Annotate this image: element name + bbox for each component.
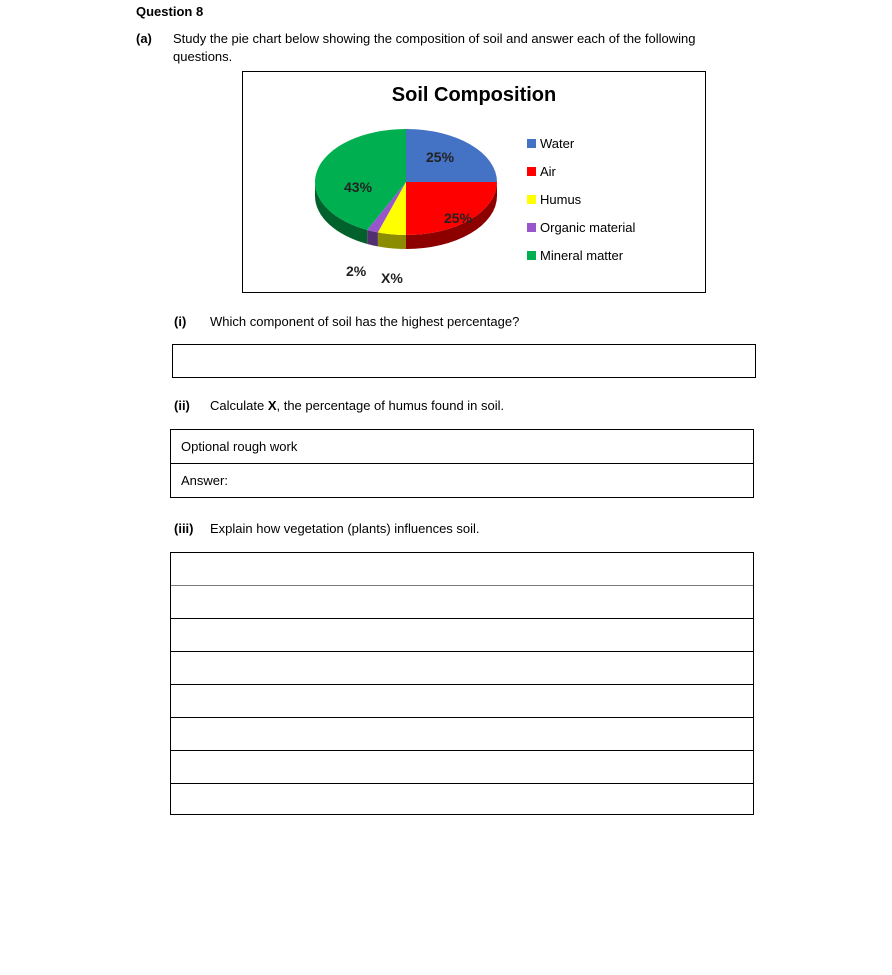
answer-line[interactable] bbox=[171, 652, 753, 685]
answer-line[interactable] bbox=[171, 718, 753, 751]
sub-ii-text-bold: X bbox=[267, 398, 277, 413]
answer-box-ii bbox=[170, 429, 754, 498]
part-a-label: (a) bbox=[136, 31, 152, 46]
legend-label: Air bbox=[540, 164, 556, 179]
answer-line[interactable] bbox=[171, 586, 753, 619]
legend-item-mineral-matter bbox=[527, 248, 635, 276]
legend-item-humus bbox=[527, 192, 635, 220]
pie-chart bbox=[243, 72, 705, 292]
answer-line[interactable] bbox=[171, 619, 753, 652]
legend-label: Organic material bbox=[540, 220, 636, 235]
pie-side-organic-material bbox=[367, 230, 378, 246]
pie-slice-air bbox=[406, 182, 497, 235]
pie-label-air: 25% bbox=[444, 210, 473, 226]
legend-swatch bbox=[527, 251, 536, 260]
answer-box-i[interactable] bbox=[172, 344, 756, 378]
legend-swatch bbox=[527, 167, 536, 176]
answer-line[interactable] bbox=[171, 685, 753, 718]
pie-chart-frame bbox=[242, 71, 706, 293]
sub-iii-text: Explain how vegetation (plants) influences soil. bbox=[210, 521, 480, 536]
rough-work-row[interactable] bbox=[171, 430, 753, 464]
sub-ii-text-before: Calculate bbox=[210, 398, 268, 413]
answer-box-iii bbox=[170, 552, 754, 815]
answer-label: Answer: bbox=[181, 473, 228, 488]
sub-i-text: Which component of soil has the highest percentage? bbox=[210, 314, 520, 329]
sub-ii-text bbox=[210, 398, 504, 413]
part-a-text-line1: Study the pie chart below showing the composition of soil and answer each of the following bbox=[173, 31, 696, 46]
rough-work-label: Optional rough work bbox=[181, 439, 298, 454]
answer-line[interactable] bbox=[171, 784, 753, 817]
legend-label: Mineral matter bbox=[540, 248, 624, 263]
pie-label-mineral-matter: 43% bbox=[344, 179, 373, 195]
legend-label: Water bbox=[540, 136, 575, 151]
legend-swatch bbox=[527, 139, 536, 148]
legend-item-water bbox=[527, 136, 635, 164]
pie-label-water: 25% bbox=[426, 149, 455, 165]
sub-i-label: (i) bbox=[174, 314, 187, 329]
answer-line[interactable] bbox=[171, 751, 753, 784]
legend-item-organic-material bbox=[527, 220, 635, 248]
part-a-text-line2: questions. bbox=[173, 49, 233, 64]
legend-swatch bbox=[527, 195, 536, 204]
legend-label: Humus bbox=[540, 192, 582, 207]
chart-legend bbox=[527, 136, 635, 276]
answer-line[interactable] bbox=[171, 553, 753, 586]
sub-ii-text-after: , the percentage of humus found in soil. bbox=[276, 398, 505, 413]
sub-iii-label: (iii) bbox=[174, 521, 194, 536]
legend-item-air bbox=[527, 164, 635, 192]
sub-ii-label: (ii) bbox=[174, 398, 190, 413]
pie-label-humus: X% bbox=[381, 270, 403, 286]
question-heading: Question 8 bbox=[136, 4, 204, 19]
legend-swatch bbox=[527, 223, 536, 232]
answer-row[interactable] bbox=[171, 464, 753, 497]
pie-label-organic-material: 2% bbox=[346, 263, 367, 279]
chart-title: Soil Composition bbox=[391, 84, 557, 106]
